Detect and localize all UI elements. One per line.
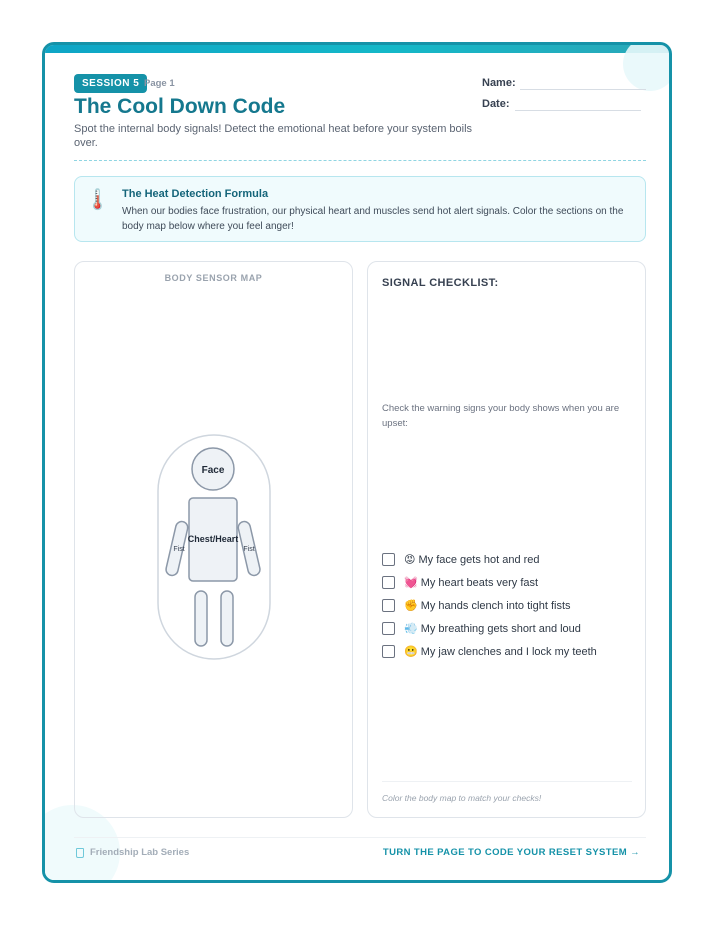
callout-body: When our bodies face frustration, our physical heart and muscles send hot alert signals. Color the sections on the body map below where you feel anger! xyxy=(122,206,624,232)
checklist-item[interactable] xyxy=(382,571,597,594)
beating-heart-icon: 💓 xyxy=(404,577,418,589)
face-label: Face xyxy=(201,465,225,476)
session-badge: SESSION 5 xyxy=(74,74,147,93)
checklist-footnote: Color the body map to match your checks! xyxy=(382,793,542,803)
worksheet-page xyxy=(42,42,672,883)
next-page-link[interactable]: TURN THE PAGE TO CODE YOUR RESET SYSTEM → xyxy=(382,847,640,858)
checklist-item[interactable] xyxy=(382,594,597,617)
checkbox[interactable] xyxy=(382,622,395,635)
series-label xyxy=(76,847,189,858)
decorative-circle xyxy=(623,42,672,91)
checklist-item[interactable] xyxy=(382,548,597,571)
page-title: The Cool Down Code xyxy=(74,95,286,118)
signal-checklist-panel xyxy=(367,261,646,818)
checklist-item-label: My face gets hot and red xyxy=(418,553,540,566)
left-fist-label: Fist xyxy=(173,546,185,553)
checklist-item-label: My heart beats very fast xyxy=(420,576,539,589)
checklist-description: Check the warning signs your body shows when you are upset: xyxy=(382,403,620,429)
date-line[interactable] xyxy=(515,110,641,111)
callout-title: The Heat Detection Formula xyxy=(122,188,269,200)
name-line[interactable] xyxy=(520,89,646,90)
top-accent-bar xyxy=(45,45,669,53)
checkbox[interactable] xyxy=(382,576,395,589)
grimace-face-icon: 😬 xyxy=(404,646,418,658)
dashed-divider xyxy=(74,160,646,161)
cup-icon xyxy=(76,848,84,858)
date-field[interactable] xyxy=(482,98,510,110)
footer-divider xyxy=(74,837,646,838)
name-field[interactable] xyxy=(482,77,516,89)
checkbox[interactable] xyxy=(382,553,395,566)
checkbox[interactable] xyxy=(382,645,395,658)
right-fist-label: Fist xyxy=(243,546,255,553)
body-map-panel xyxy=(74,261,353,818)
page-number: Page 1 xyxy=(144,78,175,89)
left-leg-region[interactable] xyxy=(195,591,207,646)
body-map xyxy=(75,262,354,819)
heat-formula-callout xyxy=(74,176,646,242)
page-subtitle: Spot the internal body signals! Detect the emotional heat before your system boils over. xyxy=(74,123,473,149)
checklist-item-label: My hands clench into tight fists xyxy=(420,599,571,612)
checklist-title: SIGNAL CHECKLIST: xyxy=(382,277,499,289)
checklist-item[interactable] xyxy=(382,640,597,663)
body-map-label: BODY SENSOR MAP xyxy=(164,273,263,283)
checklist-item[interactable] xyxy=(382,617,597,640)
checklist-item-label: My breathing gets short and loud xyxy=(420,622,581,635)
checklist-item-label: My jaw clenches and I lock my teeth xyxy=(420,645,597,658)
right-leg-region[interactable] xyxy=(221,591,233,646)
series-text: Friendship Lab Series xyxy=(90,847,190,858)
angry-face-icon: 😡 xyxy=(404,554,416,566)
checklist-items xyxy=(382,548,597,663)
date-label: Date: xyxy=(482,98,510,110)
breath-icon: 💨 xyxy=(404,623,418,635)
checklist-divider xyxy=(382,781,632,782)
name-label: Name: xyxy=(482,77,516,89)
fist-icon: ✊ xyxy=(404,600,418,612)
chest-label: Chest/Heart xyxy=(187,534,239,544)
checkbox[interactable] xyxy=(382,599,395,612)
thermometer-icon: 🌡️ xyxy=(85,189,110,211)
